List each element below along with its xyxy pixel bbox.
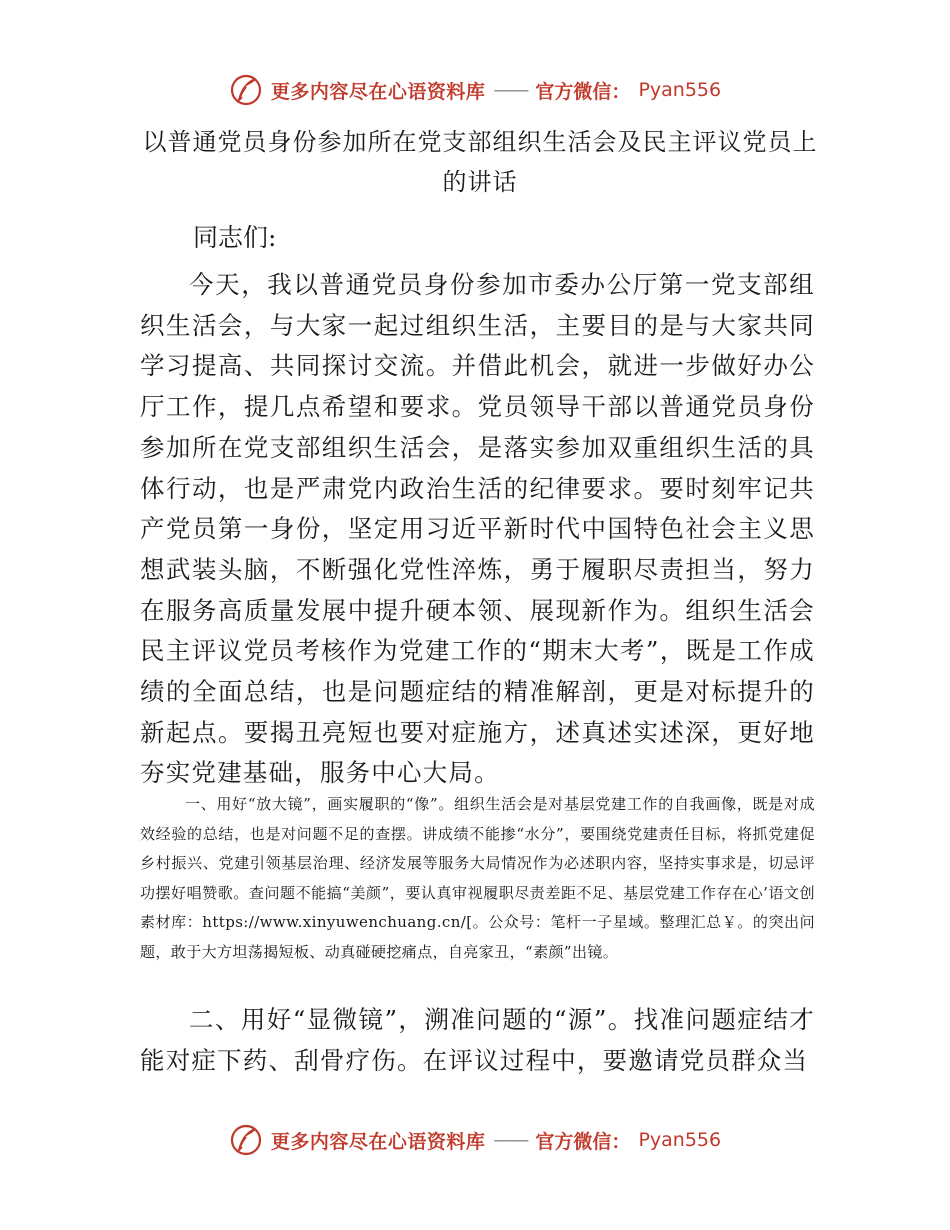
body-paragraph-small: 一、用好“放大镜”，画实履职的“像”。组织生活会是对基层党建工作的自我画像，既是对成效经验的总结，也是对问题不足的查摆。讲成绩不能掺“水分”，要围绕党建责任目标，将抓党建促乡村振兴、党建引领基层治理、经济发展等服务大局情况作为必述职内容，坚持实事求是，切忌评功摆好唱赞歌。查问题不能搞“美颜”，要认真审视履职尽责差距不足、基层党建工作存在心’语文创素材库：https://www.xinyuwenchuang.cn/[。公众号：笔杆一子星域。整理汇总￥。的突出问题，敢于大方坦荡揭短板、动真碰硬挖痛点，自亮家丑，“素颜”出镜。: [140, 795, 815, 961]
feather-quill-logo-icon: [229, 73, 263, 107]
watermark-wechat-id: Pyan556: [638, 1129, 722, 1151]
document-title: 以普通党员身份参加所在党支部组织生活会及民主评议党员上的讲话: [142, 128, 818, 196]
body-paragraph: 二、用好“显微镜”，溯准问题的“源”。找准问题症结才能对症下药、刮骨疗伤。在评议过程中，要邀请党员群众当: [140, 1005, 815, 1075]
header-watermark-banner: [0, 70, 950, 110]
salutation: 同志们:: [193, 223, 277, 252]
watermark-separator: ——: [493, 79, 528, 101]
watermark-wechat-label: 官方微信：: [535, 80, 631, 103]
feather-quill-logo-icon: [229, 1123, 263, 1157]
watermark-wechat-id: Pyan556: [638, 79, 722, 101]
watermark-separator: ——: [493, 1129, 528, 1151]
watermark-main-text: 更多内容尽在心语资料库: [270, 1130, 486, 1153]
footer-watermark-banner: [0, 1120, 950, 1160]
watermark-main-text: 更多内容尽在心语资料库: [270, 80, 486, 103]
watermark-wechat-label: 官方微信：: [535, 1130, 631, 1153]
body-paragraph: 今天，我以普通党员身份参加市委办公厅第一党支部组织生活会，与大家一起过组织生活，主要目的是与大家共同学习提高、共同探讨交流。并借此机会，就进一步做好办公厅工作，提几点希望和要求。党员领导干部以普通党员身份参加所在党支部组织生活会，是落实参加双重组织生活的具体行动，也是严肃党内政治生活的纪律要求。要时刻牢记共产党员第一身份，坚定用习近平新时代中国特色社会主义思想武装头脑，不断强化党性淬炼，勇于履职尽责担当，努力在服务高质量发展中提升硬本领、展现新作为。组织生活会民主评议党员考核作为党建工作的“期末大考”，既是工作成绩的全面总结，也是问题症结的精准解剖，更是对标提升的新起点。要揭丑亮短也要对症施方，述真述实述深，更好地夯实党建基础，服务中心大局。: [140, 270, 815, 788]
